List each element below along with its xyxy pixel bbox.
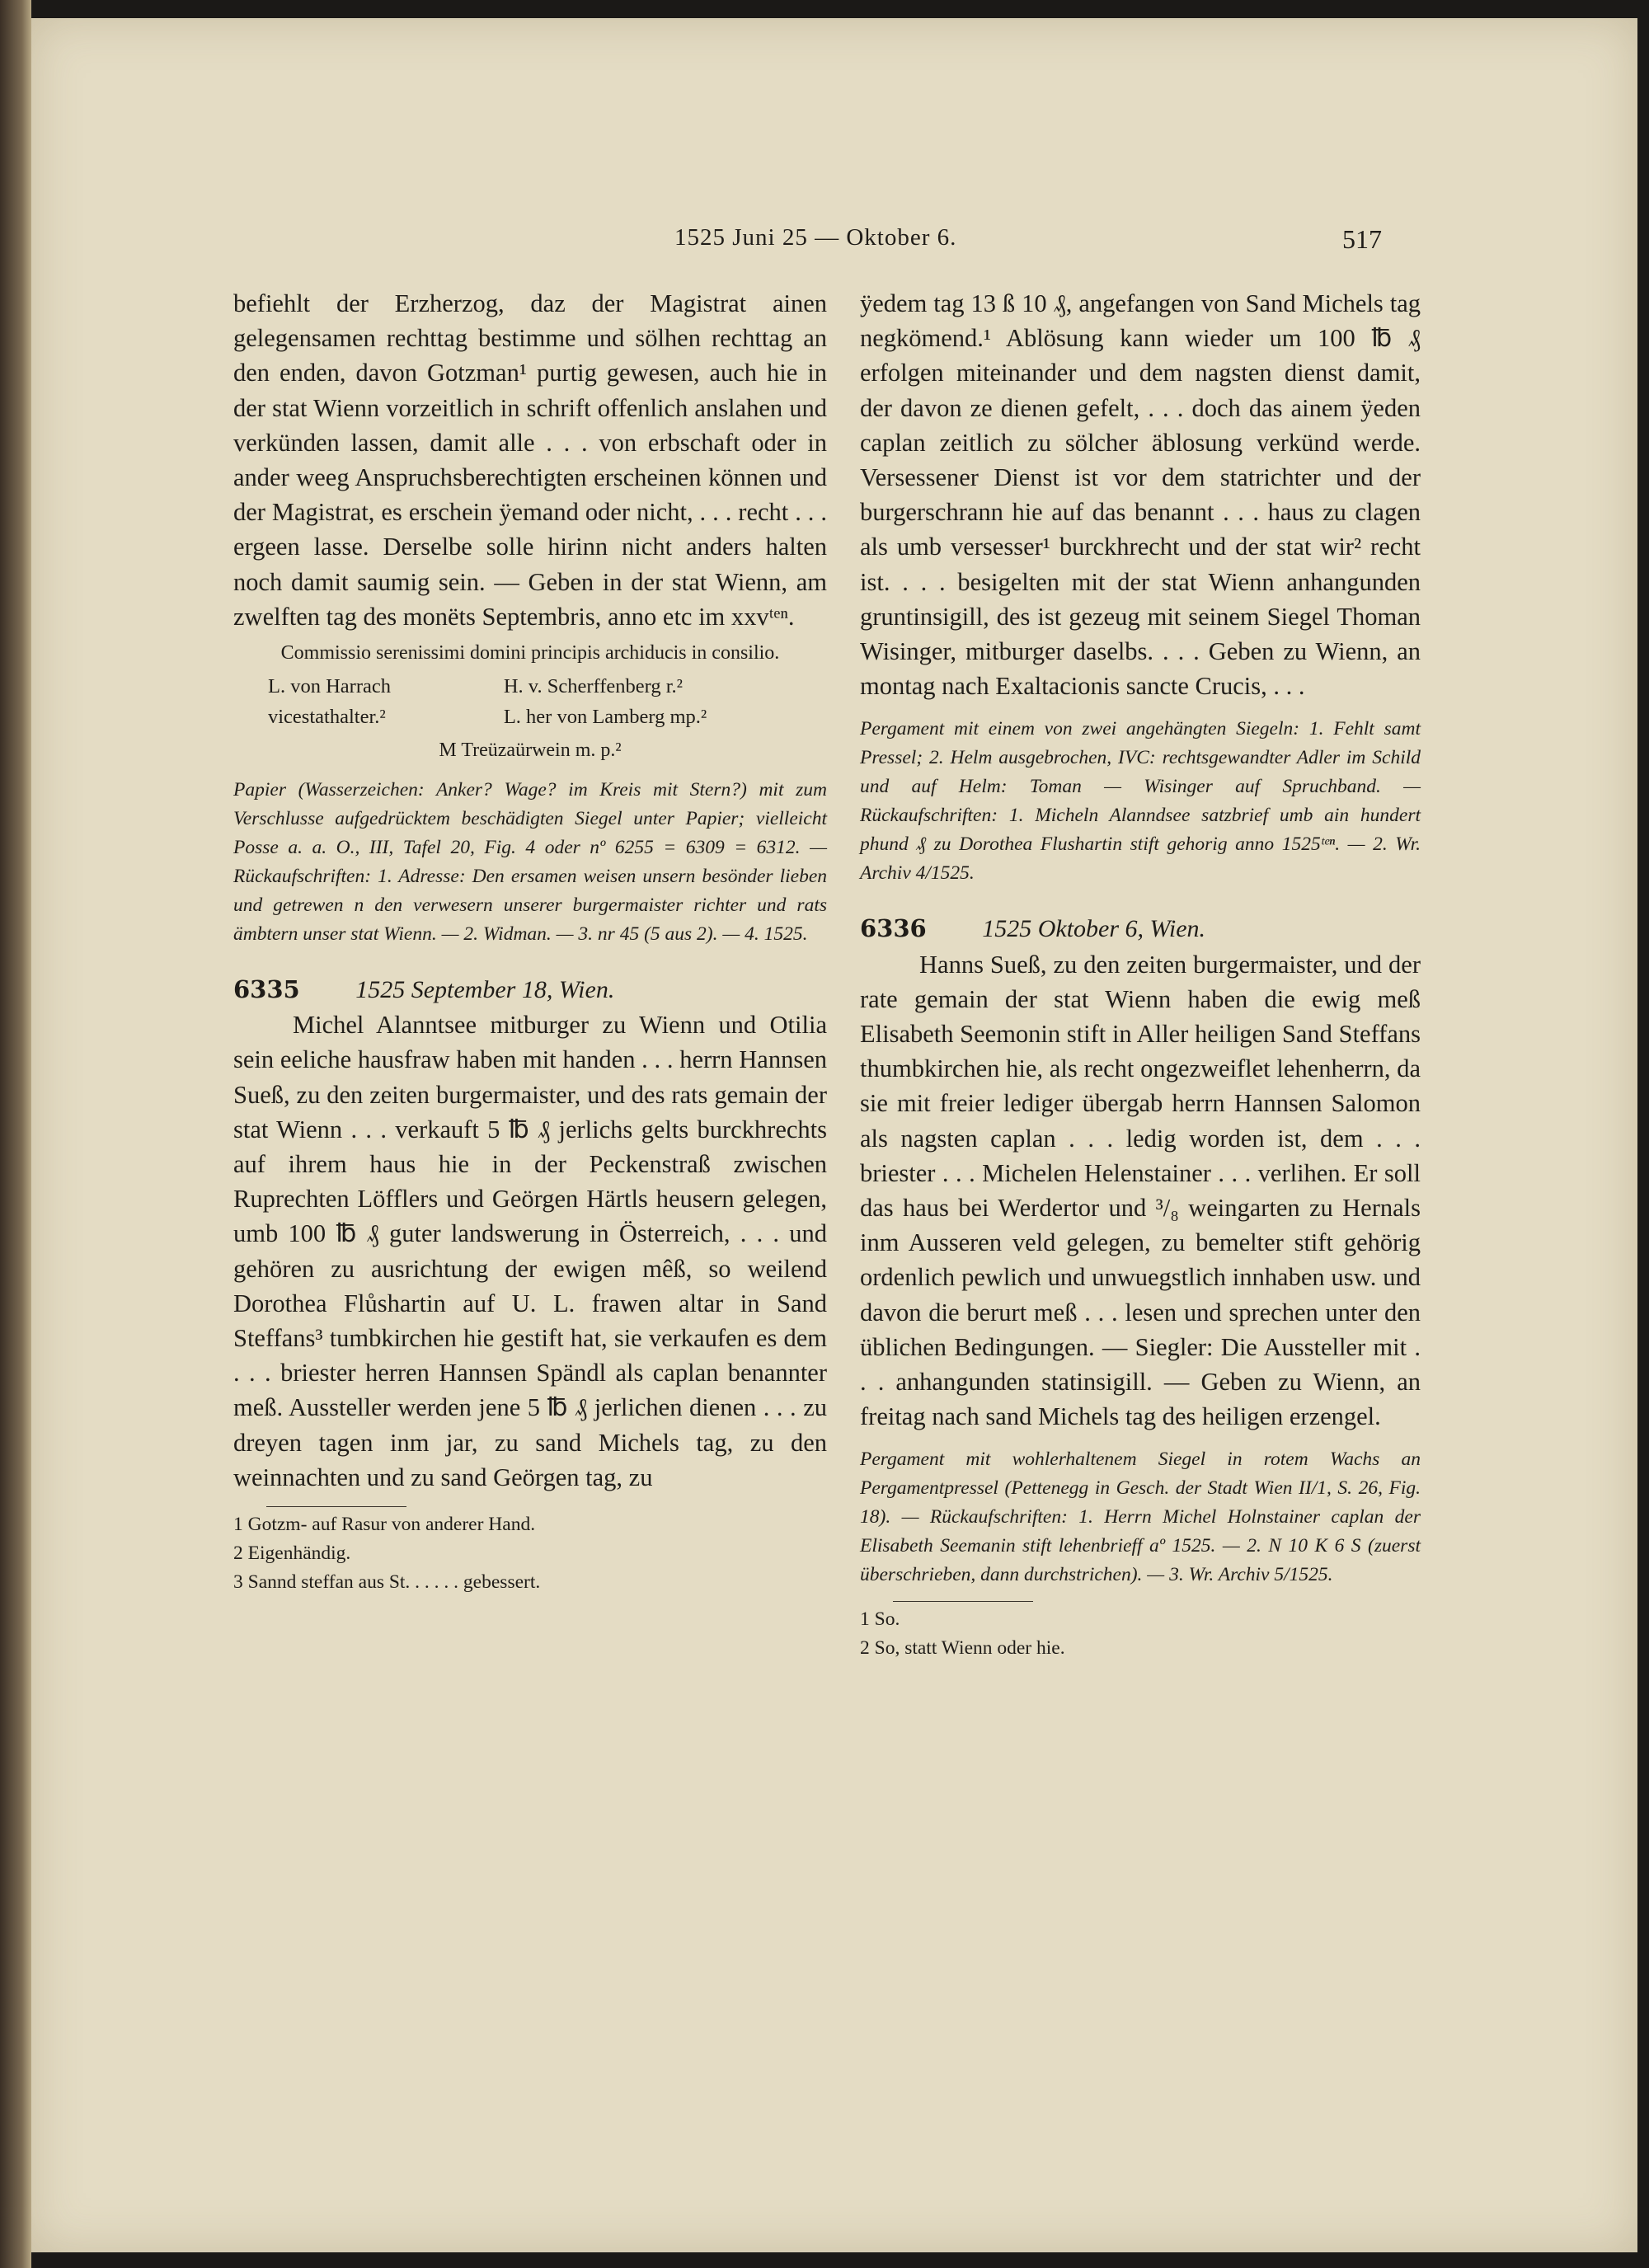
left-paragraph-1: befiehlt der Erzherzog, daz der Magistrat ainen gelegensamen rechttag bestimme und sölhen rechttag an den enden, davon Gotzman¹ purtig gewesen, auch hie in der stat Wienn vorzeitlich in schrift offenlich anslahen und verkünden lassen, damit alle . . . von erbschaft oder in ander weeg Anspruchsberechtigten erscheinen können und der Magistrat, es erschein ÿemand oder nicht, . . . recht . . . ergeen lasse. Derselbe solle hirinn nicht anders halten noch damit saumig sein. — Geben in der stat Wienn, am zwelften tag des monëts Septembris, anno etc im xxvᵗᵉⁿ. <box>233 289 827 631</box>
right-column <box>860 286 1421 1663</box>
header-date-range: 1525 Juni 25 — Oktober 6. <box>674 224 957 251</box>
entry-number: 6335 <box>233 975 300 1004</box>
entry-6336-body: Hanns Sueß, zu den zeiten burgermaister, und der rate gemain der stat Wienn haben die ewig meß Elisabeth Seemonin stift in Aller heiligen Sand Steffans thumbkirchen hie, als recht ongezweiflet lehenherrn, da sie mit freier lediger übergab herrn Hannsen Salomon als nagsten caplan . . . ledig worden ist, dem . . . briester . . . Michelen Helenstainer . . . verlihen. Er soll das haus bei Werdertor und ³/₈ weingarten zu Hernals inm Ausseren veld gelegen, zu bemelter stift gehörig ordenlich pewlich und unwuegstlich innhaben usw. und davon die berurt meß . . . lesen und sprechen unter den üblichen Bedingungen. — Siegler: Die Aussteller mit . . . anhangunden statinsigill. — Geben zu Wienn, an freitag nach sand Michels tag des heiligen erzengel. <box>860 950 1421 1431</box>
entry-6336-heading <box>860 911 1421 946</box>
signature-lamberg: L. her von Lamberg mp.² <box>503 706 707 729</box>
entry-date: 1525 September 18, Wien. <box>355 976 615 1004</box>
right-source-note-1: Pergament mit einem von zwei angehängten Siegeln: 1. Fehlt samt Pressel; 2. Helm ausgebrochen, IVC: rechtsgewandter Adler im Schild und auf Helm: Toman — Wisinger auf Spruchband. — Rückaufschriften: 1. Micheln Alanndsee satzbrief umb ain hundert phund ₰ zu Dorothea Flushartin stift gehorig anno 1525ᵗᵉⁿ. — 2. Wr. Archiv 4/1525. <box>860 718 1421 885</box>
right-source-note-2: Pergament mit wohlerhaltenem Siegel in rotem Wachs an Pergamentpressel (Pettenegg in Gesch. der Stadt Wien II/1, S. 26, Fig. 18). — Rückaufschriften: 1. Herrn Michel Holnstainer caplan der Elisabeth Seemanin stift lehenbrieff aº 1525. — 2. N 10 K 6 S (zuerst überschrieben, dann durchstrichen). — 3. Wr. Archiv 5/1525. <box>860 1449 1421 1586</box>
left-source-note: Papier (Wasserzeichen: Anker? Wage? im Kreis mit Stern?) mit zum Verschlusse aufgedrücktem beschädigten Siegel unter Papier; vielleicht Posse a. a. O., III, Tafel 20, Fig. 4 oder nº 6255 = 6309 = 6312. — Rückaufschriften: 1. Adresse: Den ersamen weisen unsern besönder lieben und getrewen n den verwesern unserer burgermaister richter und rats ämbtern unser stat Wienn. — 2. Widman. — 3. nr 45 (5 aus 2). — 4. 1525. <box>233 779 827 946</box>
footnote-1: 1 Gotzm- auf Rasur von anderer Hand. <box>233 1514 536 1536</box>
signature-harrach-title: vicestathalter.² <box>268 706 386 729</box>
footnote-3: 3 Sannd steffan aus St. . . . . . gebessert. <box>233 1571 541 1594</box>
signature-scherffenberg: H. v. Scherffenberg r.² <box>503 675 683 698</box>
entry-number: 6336 <box>860 914 927 943</box>
footnote-1: 1 So. <box>860 1608 900 1631</box>
footnote-2: 2 Eigenhändig. <box>233 1543 351 1565</box>
book-binding <box>0 0 31 2268</box>
entry-6335-heading <box>233 972 827 1007</box>
signatures <box>233 670 827 733</box>
commissio-line: Commissio serenissimi domini principis archiducis in consilio. <box>280 642 780 664</box>
page-number: 517 <box>1342 224 1382 254</box>
signature-treuzaurwein: M Treüzaürwein m. p.² <box>439 740 622 762</box>
right-paragraph-1: ÿedem tag 13 ß 10 ₰, angefangen von Sand Michels tag negkömend.¹ Ablösung kann wieder um 100 ℔ ₰ erfolgen miteinander und dem nagsten dienst damit, der davon ze dienen gefelt, . . . doch das ainem ÿeden caplan zeitlich zu sölcher äblosung verkünd werde. Versessener Dienst ist vor dem statrichter und der burgerschrann hie auf das benannt . . . haus zu clagen als umb versesser¹ burckhrecht und der stat wir² recht ist. . . . besigelten mit der stat Wienn anhangunden gruntinsigill, des ist gezeug mit seinem Siegel Thoman Wisinger, mitburger daselbs. . . . Geben zu Wienn, an montag nach Exaltacionis sancte Crucis, . . . <box>860 289 1421 701</box>
signature-harrach: L. von Harrach <box>268 675 391 698</box>
entry-6335-body: Michel Alanntsee mitburger zu Wienn und Otilia sein eeliche hausfraw haben mit handen . . . herrn Hannsen Sueß, zu den zeiten burgermaister, und des rats gemain der stat Wienn . . . verkauft 5 ℔ ₰ jerlichs gelts burckhrechts auf ihrem haus hie in der Peckenstraß zwischen Ruprechten Löfflers und Geörgen Härtls heusern gelegen, umb 100 ℔ ₰ guter landswerung in Österreich, . . . und gehören zu ausrichtung der ewigen mêß, so weilend Dorothea Flůshartin auf U. L. frawen altar in Sand Steffans³ tumbkirchen hie gestift hat, sie verkaufen es dem . . . briester herren Hannsen Spändl als caplan benannter meß. Aussteller werden jene 5 ℔ ₰ jerlichen dienen . . . zu dreyen tagen inm jar, zu sand Michels tag, zu den weinnachten und zu sand Geörgen tag, zu <box>233 1011 827 1491</box>
footnote-2: 2 So, statt Wienn oder hie. <box>860 1637 1065 1660</box>
footnote-divider <box>893 1601 1033 1602</box>
book-page <box>31 18 1637 2252</box>
left-column <box>233 286 827 1597</box>
footnote-divider <box>266 1506 406 1507</box>
entry-date: 1525 Oktober 6, Wien. <box>982 915 1206 943</box>
